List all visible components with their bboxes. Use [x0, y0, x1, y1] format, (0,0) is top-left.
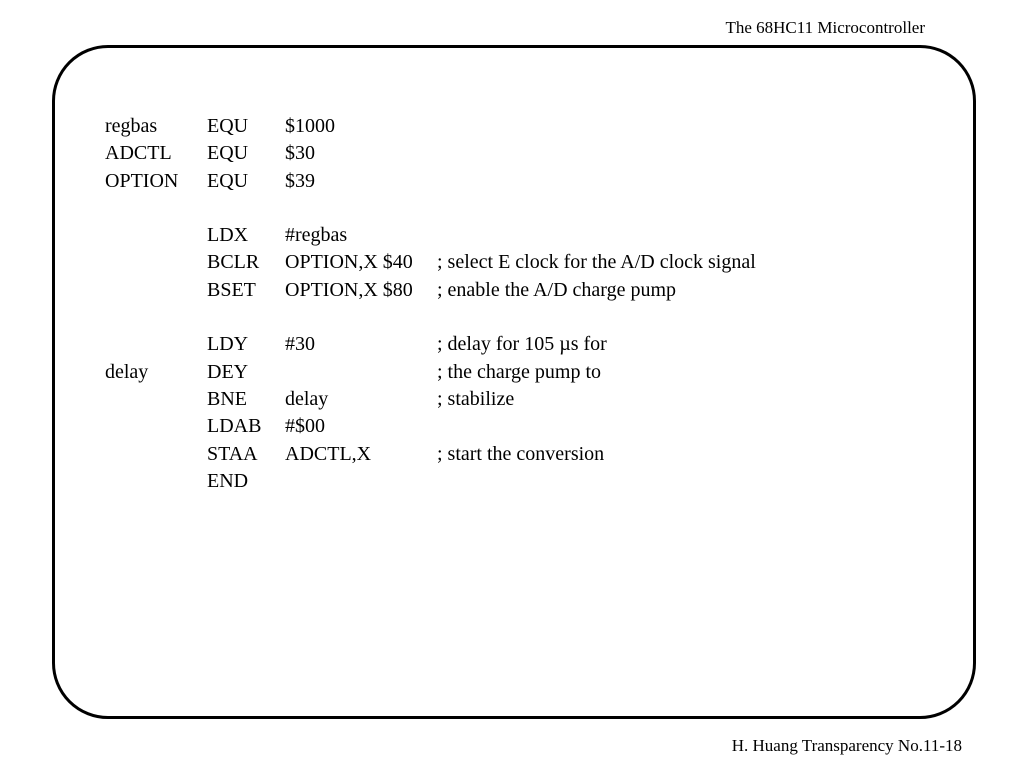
code-comment: ; the charge pump to — [437, 360, 602, 383]
code-operand: #regbas — [285, 224, 348, 247]
code-operand: $39 — [285, 169, 315, 192]
code-mnemonic: BCLR — [207, 251, 260, 274]
code-mnemonic: BNE — [207, 387, 247, 410]
code-operand: delay — [285, 387, 329, 410]
code-operand: OPTION,X $80 — [285, 278, 413, 301]
code-operand: #$00 — [285, 415, 325, 438]
code-comment: ; stabilize — [437, 387, 515, 410]
code-operand: #30 — [285, 333, 315, 356]
code-operand: $30 — [285, 142, 315, 165]
code-comment: ; select E clock for the A/D clock signal — [437, 251, 756, 274]
code-mnemonic: END — [207, 469, 249, 492]
code-comment: ; delay for 105 µs for — [437, 333, 607, 356]
header-title: The 68HC11 Microcontroller — [725, 18, 925, 37]
code-mnemonic: LDX — [207, 224, 249, 247]
code-comment: ; enable the A/D charge pump — [437, 278, 677, 301]
code-comment: ; start the conversion — [437, 442, 605, 465]
code-operand: ADCTL,X — [285, 442, 372, 465]
code-label: OPTION — [105, 169, 179, 192]
code-mnemonic: LDAB — [207, 415, 262, 438]
code-mnemonic: EQU — [207, 142, 249, 165]
code-mnemonic: BSET — [207, 278, 256, 301]
footer-transparency-number: H. Huang Transparency No.11-18 — [731, 736, 962, 755]
code-operand: $1000 — [285, 115, 335, 137]
code-mnemonic: EQU — [207, 115, 249, 137]
code-mnemonic: EQU — [207, 169, 249, 192]
code-mnemonic: DEY — [207, 360, 249, 383]
code-operand: OPTION,X $40 — [285, 251, 413, 274]
code-mnemonic: STAA — [207, 442, 258, 465]
code-label: ADCTL — [105, 142, 172, 165]
code-label: regbas — [105, 115, 158, 137]
code-mnemonic: LDY — [207, 333, 249, 356]
code-label: delay — [105, 360, 149, 383]
